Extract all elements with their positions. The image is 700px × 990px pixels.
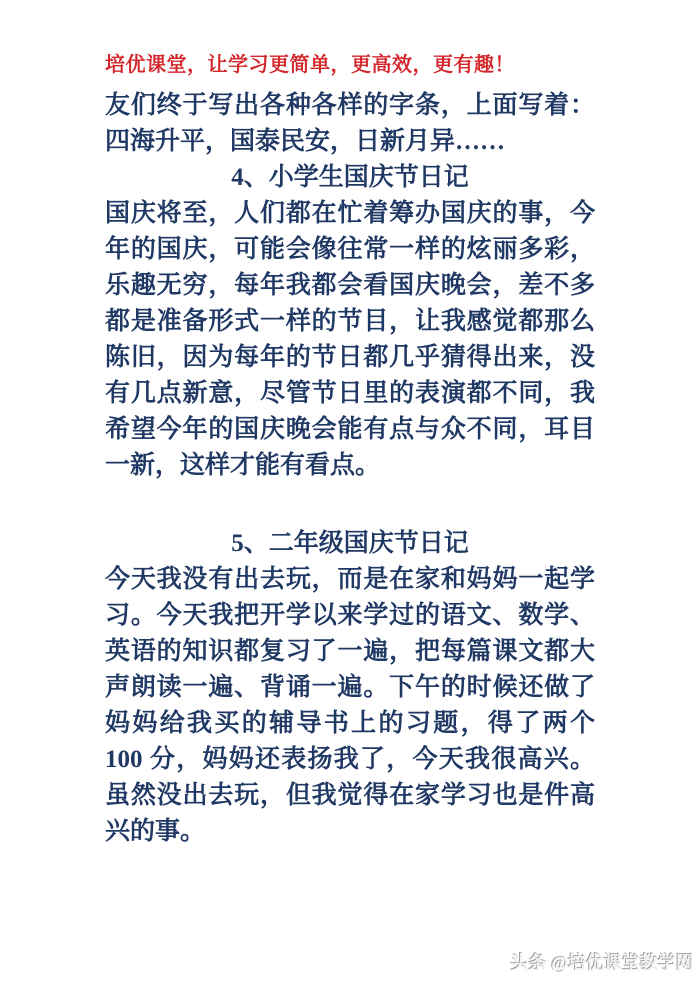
body-line: 国庆将至，人们都在忙着筹办国庆的事，今 — [105, 200, 595, 227]
section-4-heading: 4、小学生国庆节日记 — [231, 164, 469, 191]
body-line: 希望今年的国庆晚会能有点与众不同，耳目 — [105, 416, 595, 443]
watermark: 头条 @培优课堂教学网 — [510, 953, 694, 973]
body-line: 四海升平，国泰民安，日新月异…… — [105, 128, 506, 155]
body-line: 妈妈给我买的辅导书上的习题，得了两个 — [105, 710, 595, 737]
body-line: 乐趣无穷，每年我都会看国庆晚会，差不多 — [105, 272, 595, 299]
body-line: 年的国庆，可能会像往常一样的炫丽多彩， — [105, 236, 595, 263]
body-line: 声朗读一遍、背诵一遍。下午的时候还做了 — [105, 674, 595, 701]
body-line: 今天我没有出去玩，而是在家和妈妈一起学 — [105, 566, 595, 593]
brand-slogan: 培优课堂，让学习更简单，更高效，更有趣！ — [105, 54, 515, 76]
section-5-paragraph — [105, 562, 595, 850]
body-line: 陈旧，因为每年的节日都几乎猜得出来，没 — [105, 344, 595, 371]
section-4-paragraph — [105, 196, 595, 484]
intro-paragraph — [105, 88, 595, 160]
section-5 — [105, 526, 595, 850]
body-line: 都是准备形式一样的节目，让我感觉都那么 — [105, 308, 595, 335]
section-4 — [105, 160, 595, 484]
document-body — [105, 88, 595, 850]
body-line: 100 分，妈妈还表扬我了，今天我很高兴。 — [105, 746, 595, 773]
body-line: 兴的事。 — [105, 818, 206, 845]
body-line: 有几点新意，尽管节日里的表演都不同，我 — [105, 380, 595, 407]
section-5-heading: 5、二年级国庆节日记 — [231, 530, 469, 557]
body-line: 习。今天我把开学以来学过的语文、数学、 — [105, 602, 595, 629]
body-line: 虽然没出去玩，但我觉得在家学习也是件高 — [105, 782, 595, 809]
body-line: 友们终于写出各种各样的字条，上面写着： — [105, 92, 595, 119]
body-line: 英语的知识都复习了一遍，把每篇课文都大 — [105, 638, 595, 665]
body-line: 一新，这样才能有看点。 — [105, 452, 381, 479]
